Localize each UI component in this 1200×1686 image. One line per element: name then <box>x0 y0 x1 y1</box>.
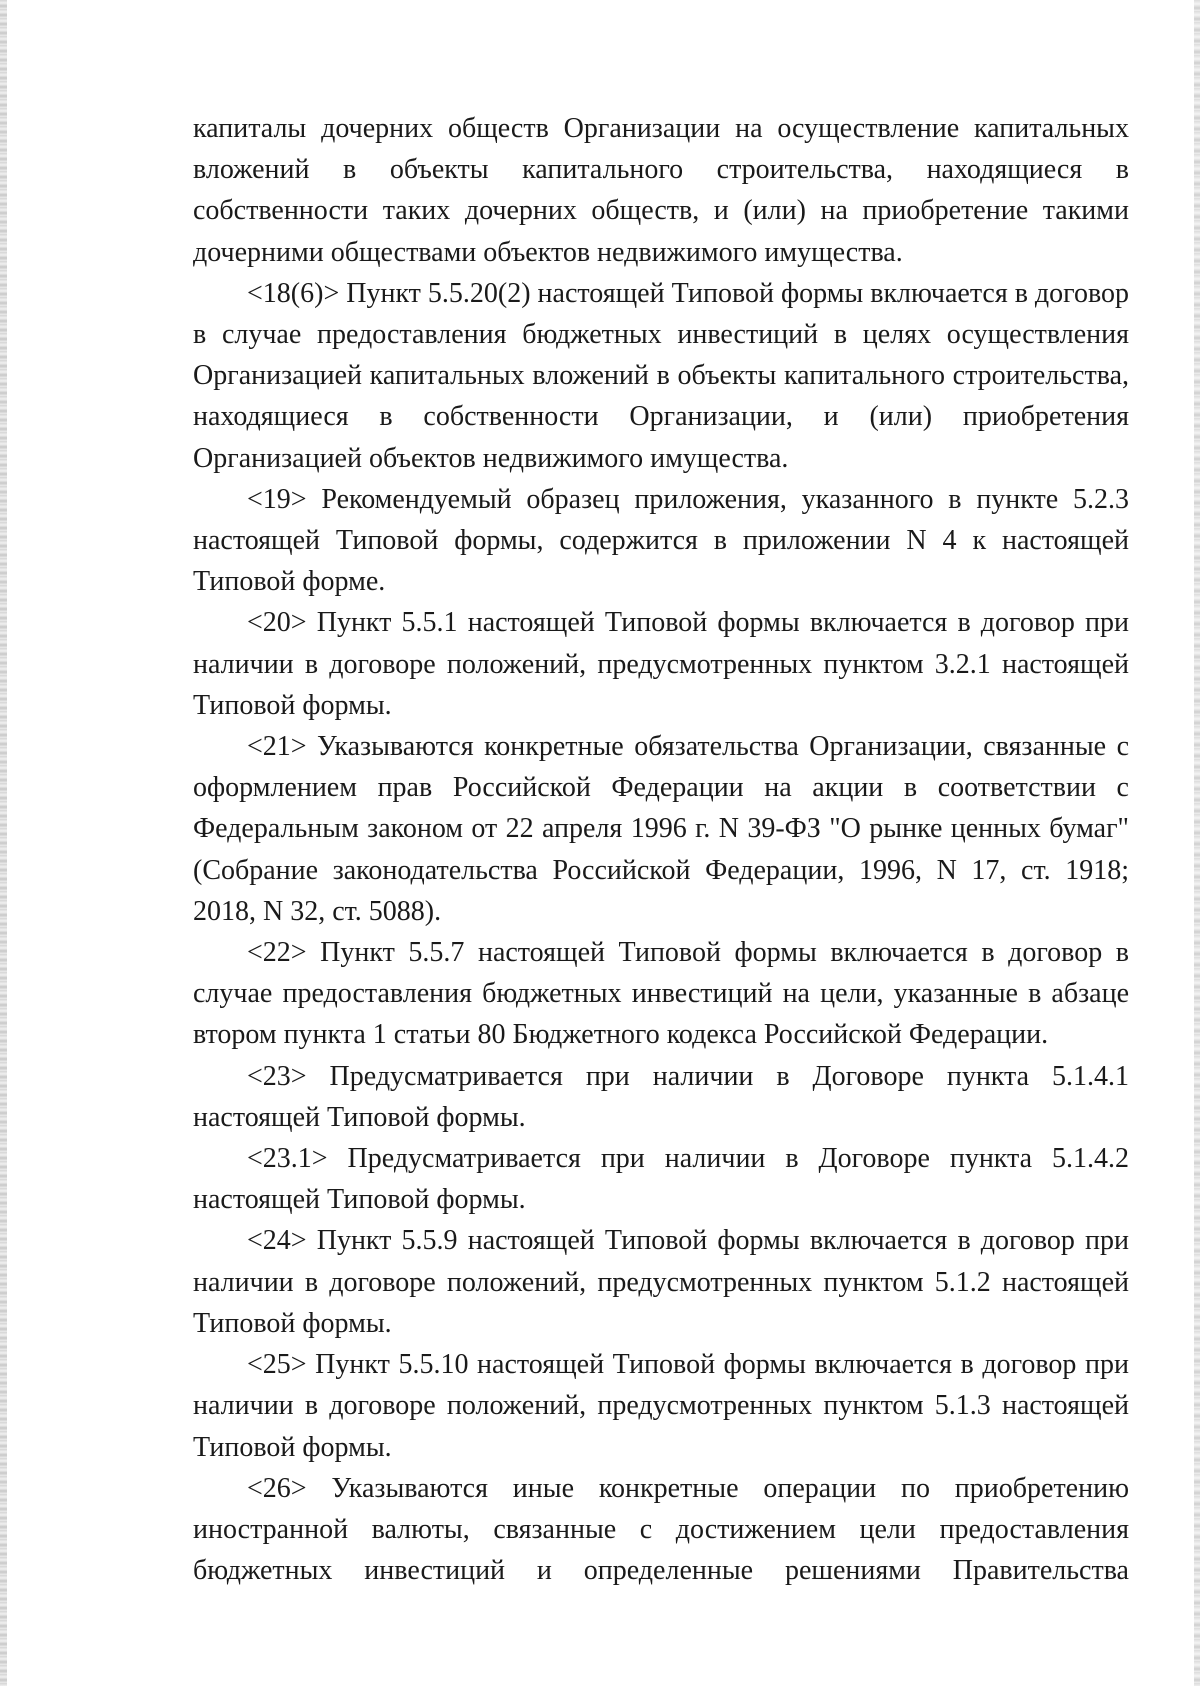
scan-edge-left <box>0 0 7 1686</box>
footnote-20: <20> Пункт 5.5.1 настоящей Типовой формы включается в договор при наличии в договоре положений, предусмотренных пунктом 3.2.1 настоящей Типовой формы. <box>193 607 1129 721</box>
footnote-25: <25> Пункт 5.5.10 настоящей Типовой формы включается в договор при наличии в договоре положений, предусмотренных пунктом 5.1.3 настоящей Типовой формы. <box>193 1349 1129 1463</box>
footnote-22: <22> Пункт 5.5.7 настоящей Типовой формы включается в договор в случае предоставления бюджетных инвестиций на цели, указанные в абзаце втором пункта 1 статьи 80 Бюджетного кодекса Российской Федерации. <box>193 937 1129 1051</box>
paragraph-continuation: капиталы дочерних обществ Организации на осуществление капитальных вложений в объекты капитального строительства, находящиеся в собственности таких дочерних обществ, и (или) на приобретение такими дочерними обществами объектов недвижимого имущества. <box>193 113 1129 268</box>
footnote-21: <21> Указываются конкретные обязательства Организации, связанные с оформлением прав Российской Федерации на акции в соответствии с Федеральным законом от 22 апреля 1996 г. N 39-ФЗ "О рынке ценных бумаг" (Собрание законодательства Российской Федерации, 1996, N 17, ст. 1918; 2018, N 32, ст. 5088). <box>193 731 1129 927</box>
scan-edge-right <box>1194 0 1200 1686</box>
footnote-23: <23> Предусматривается при наличии в Договоре пункта 5.1.4.1 настоящей Типовой формы. <box>193 1060 1129 1133</box>
document-page <box>193 108 1129 1591</box>
footnote-26: <26> Указываются иные конкретные операции по приобретению иностранной валюты, связанные с достижением цели предоставления бюджетных инвестиций и определенные решениями Правительства <box>193 1472 1129 1587</box>
footnote-23-1: <23.1> Предусматривается при наличии в Договоре пункта 5.1.4.2 настоящей Типовой формы. <box>193 1143 1129 1216</box>
footnote-19: <19> Рекомендуемый образец приложения, указанного в пункте 5.2.3 настоящей Типовой формы, содержится в приложении N 4 к настоящей Типовой форме. <box>193 483 1129 598</box>
footnote-18-6: <18(6)> Пункт 5.5.20(2) настоящей Типовой формы включается в договор в случае предоставления бюджетных инвестиций в целях осуществления Организацией капитальных вложений в объекты капитального строительства, находящиеся в собственности Организации, и (или) приобретения Организацией объектов недвижимого имущества. <box>193 277 1129 474</box>
footnote-24: <24> Пункт 5.5.9 настоящей Типовой формы включается в договор при наличии в договоре положений, предусмотренных пунктом 5.1.2 настоящей Типовой формы. <box>193 1225 1129 1339</box>
